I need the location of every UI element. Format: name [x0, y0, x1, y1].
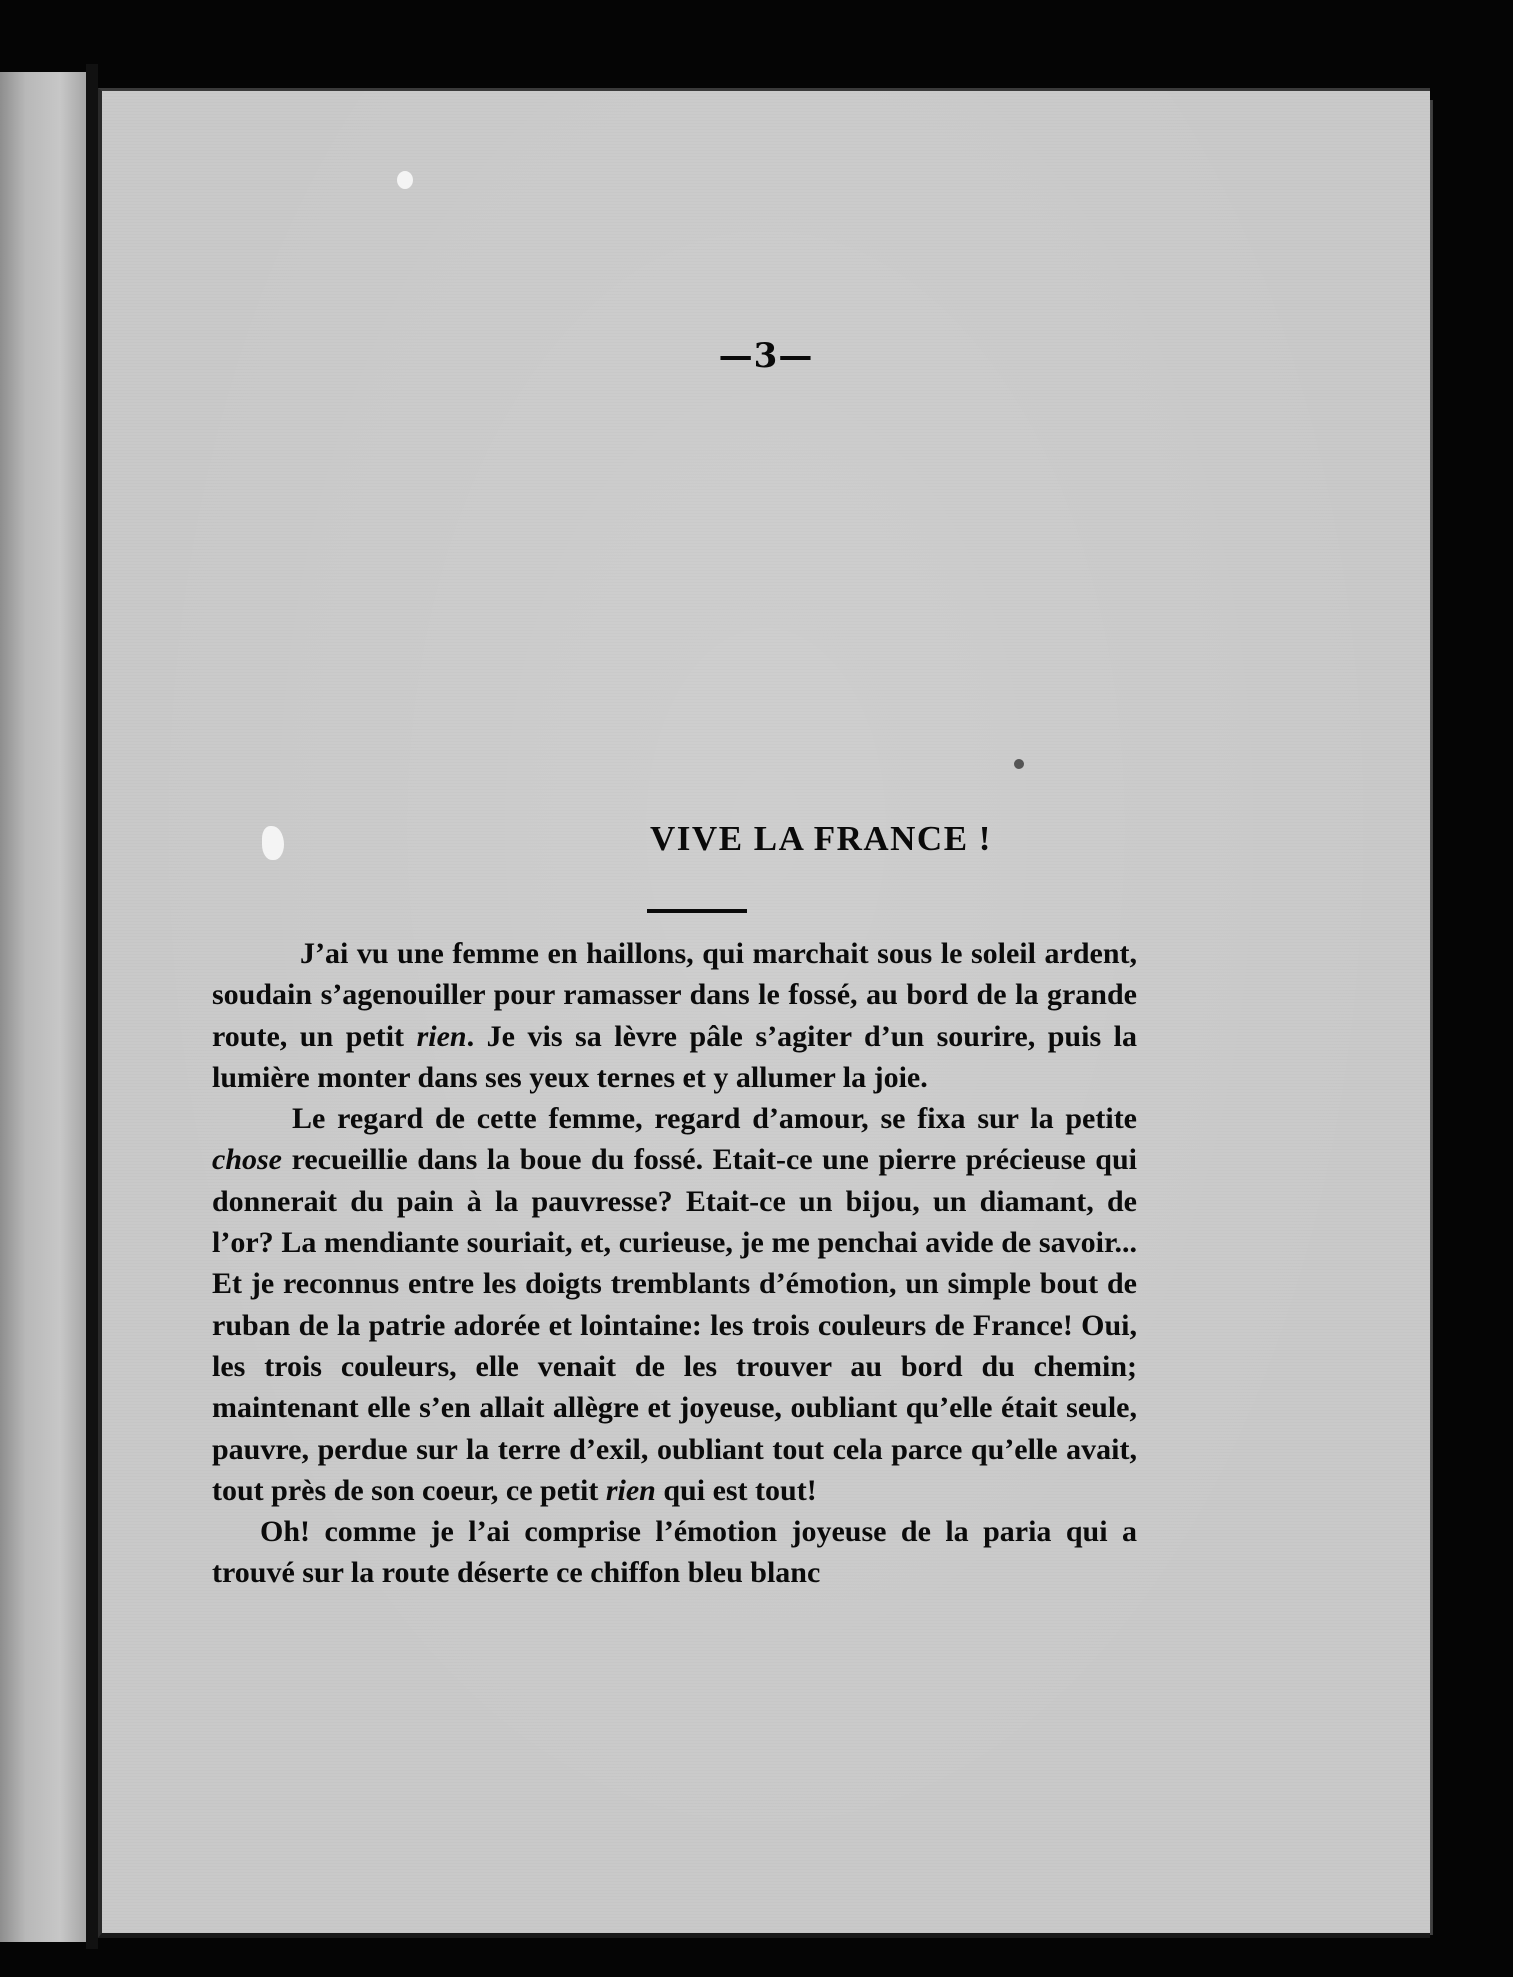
page-number: —3— — [718, 336, 814, 376]
paragraph-2: Le regard de cette femme, regard d’amour, se fixa sur la petite chose recueillie dans la boue du fossé. Etait-ce une pierre précieuse qui donnerait du pain à la pauvresse? Etait-ce un bijou, un diamant, de l’or? La mendiante souriait, et, curieuse, je me penchai avide de savoir... Et je reconnus entre les doigts tremblants d’émotion, un simple bout de ruban de la patrie adorée et lointaine: les trois couleurs de France! Oui, les trois couleurs, elle venait de les trouver au bord du chemin; maintenant elle s’en allait allègre et joyeuse, oubliant qu’elle était seule, pauvre, perdue sur la terre d’exil, oubliant tout cela parce qu’elle avait, tout près de son coeur, ce petit rien qui est tout! — [212, 1102, 1137, 1507]
body-text — [212, 933, 1137, 1594]
title-divider — [647, 909, 747, 913]
chapter-title: VIVE LA FRANCE ! — [650, 819, 992, 858]
paragraph-3: Oh! comme je l’ai comprise l’émotion joyeuse de la paria qui a trouvé sur la route déserte ce chiffon bleu blanc — [212, 1515, 1137, 1590]
scan-speck — [397, 171, 413, 189]
book-page — [98, 88, 1430, 1938]
scan-speck — [1014, 759, 1024, 769]
book-gutter — [86, 64, 98, 1949]
scan-speck — [262, 826, 284, 860]
paragraph-1: J’ai vu une femme en haillons, qui marchait sous le soleil ardent, soudain s’agenouiller pour ramasser dans le fossé, au bord de la grande route, un petit rien. Je vis sa lèvre pâle s’agiter d’un sourire, puis la lumière monter dans ses yeux ternes et y allumer la joie. — [212, 937, 1138, 1094]
adjacent-page-edge — [0, 72, 89, 1942]
italic-word: chose — [212, 1143, 282, 1177]
italic-word: rien — [416, 1019, 467, 1053]
italic-word: rien — [605, 1473, 656, 1507]
